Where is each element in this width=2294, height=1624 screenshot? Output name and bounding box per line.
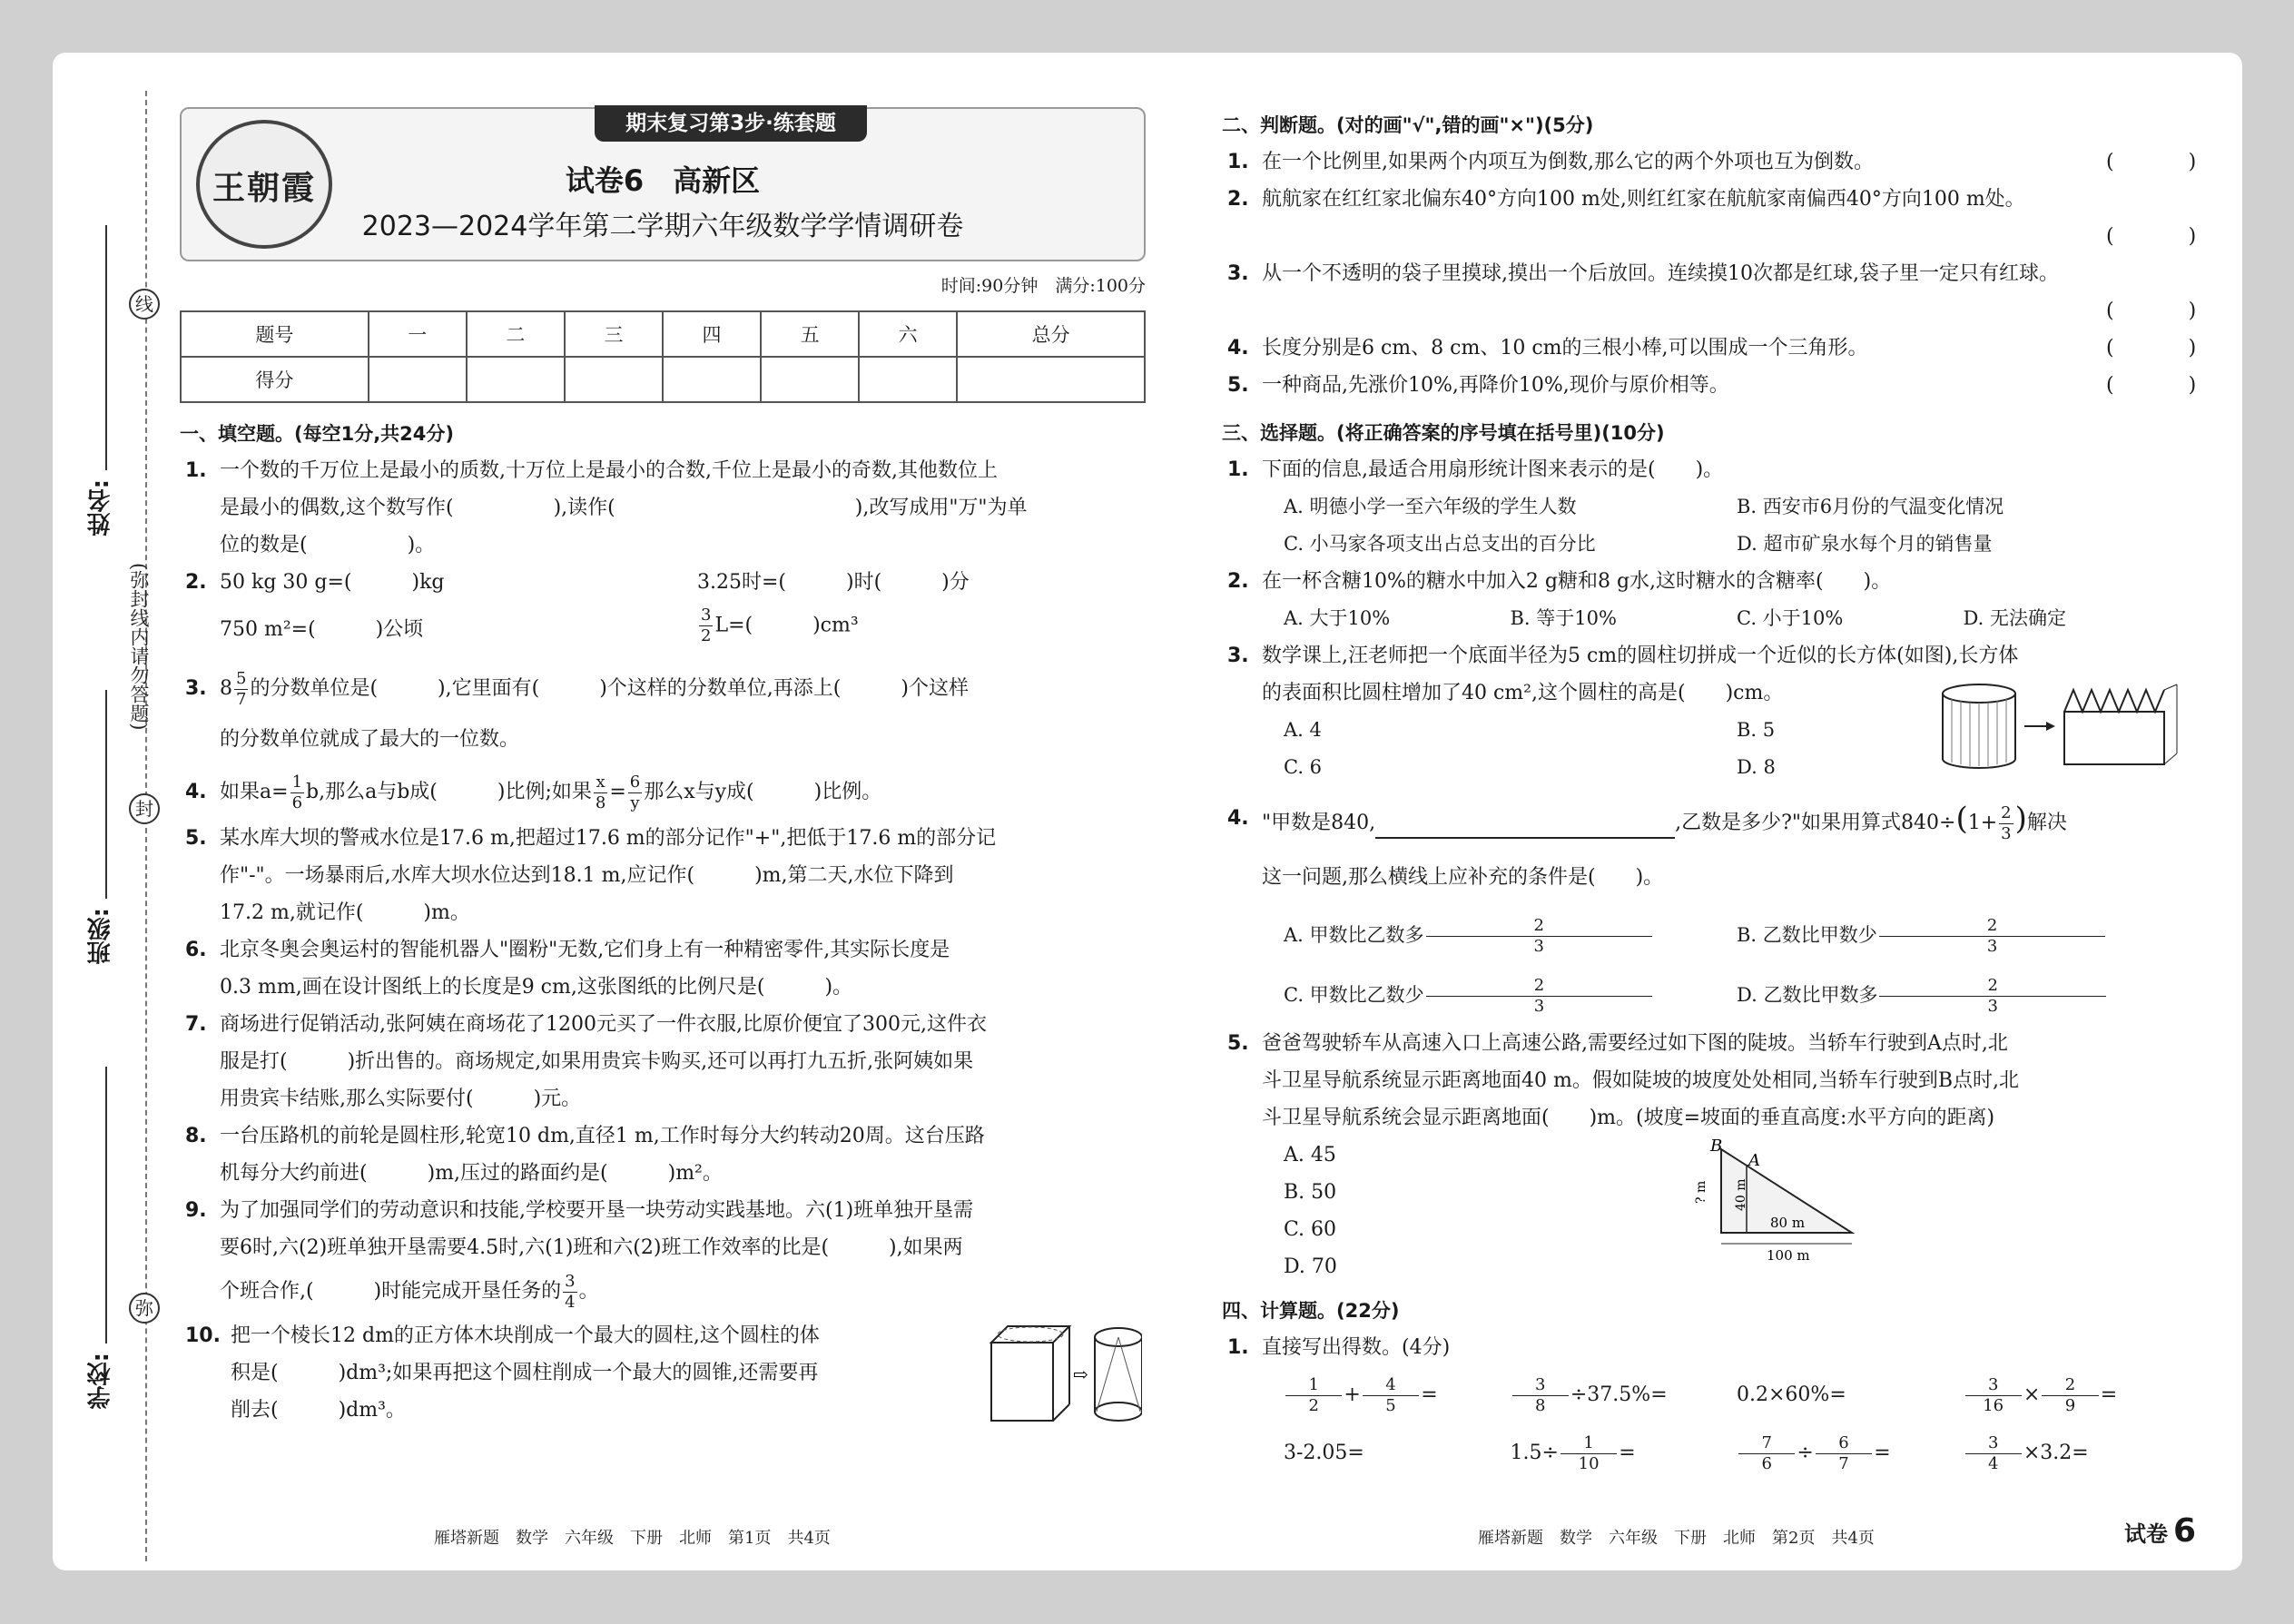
fraction: $\frac{x}{8}$ [595, 772, 606, 812]
name-label: 姓名: [87, 479, 114, 536]
q-text: 的分数单位是( ),它里面有( )个这样的分数单位,再添上( )个这样 [250, 677, 969, 700]
option[interactable]: D. 乙数比甲数多 $\frac{2}{3}$ [1737, 965, 2190, 1025]
choice-q4: 4. "甲数是840, ,乙数是多少?"如果用算式840÷(1+ $\frac{2}{3}$ )解决 这一问题,那么横线上应补充的条件是( )。 [1222, 792, 2190, 905]
option[interactable]: B. 乙数比甲数少 $\frac{2}{3}$ [1737, 905, 2190, 965]
option[interactable]: C. 小马家各项支出占总支出的百分比 [1284, 533, 1596, 555]
q-text: 的表面积比圆柱增加了40 cm²,这个圆柱的高是( )cm。 [1262, 682, 1784, 704]
fill-q5 [180, 820, 1146, 931]
fraction: $\frac{2}{3}$ [1879, 916, 2106, 957]
q-text: 乙数是多少?"如果用算式840÷ [1681, 812, 1956, 834]
judge-q4 [1222, 330, 2224, 367]
distance-total-label: 100 m [1767, 1247, 1810, 1264]
q-text: 0.3 mm,画在设计图纸上的长度是9 cm,这张图纸的比例尺是( )。 [220, 976, 853, 999]
q-text: 解决 [2026, 812, 2067, 834]
score-table [180, 310, 1146, 403]
q-text: 直接写出得数。(4分) [1262, 1336, 1451, 1359]
answer-paren[interactable]: ( ) [2106, 374, 2224, 397]
answer-paren[interactable]: ( ) [2106, 300, 2224, 322]
score-cell: 四 [663, 311, 761, 357]
q-text: 北京冬奥会奥运村的智能机器人"圈粉"无数,它们身上有一种精密零件,其实际长度是 [220, 939, 950, 961]
q-text: 积是( )dm³;如果再把这个圆柱削成一个最大的圆锥,还需要再 [231, 1362, 819, 1384]
exam-title: 试卷6 高新区 [565, 163, 761, 198]
fraction: $\frac{6}{y}$ [629, 772, 641, 812]
score-header-row [181, 311, 1145, 357]
fraction: $\frac{2}{3}$ [1426, 976, 1653, 1017]
q-number: 1. [185, 459, 207, 482]
calc-item[interactable]: $\frac{3}{16}$ × $\frac{2}{9}$ = [1964, 1366, 2191, 1424]
q-text: 一个数的千万位上是最小的质数,十万位上是最小的合数,千位上是最小的奇数,其他数位上 [220, 459, 998, 482]
q-text: "甲数是840, [1262, 812, 1376, 834]
calc-item[interactable]: 3-2.05= [1284, 1442, 1364, 1464]
q-text: b,那么a与b成( )比例;如果 [306, 781, 592, 803]
exam-header [180, 107, 1146, 261]
q-text: 从一个不透明的袋子里摸球,摸出一个后放回。连续摸10次都是红球,袋子里一定只有红球。 [1262, 262, 2059, 285]
option[interactable]: B. 50 [1284, 1181, 1337, 1204]
q-text: 位的数是( )。 [220, 534, 436, 556]
score-input[interactable] [859, 357, 957, 402]
fill-q3 [180, 664, 1146, 765]
q-number: 2. [1227, 188, 1249, 211]
q-number: 5. [1227, 1032, 1249, 1055]
calc-item[interactable]: $\frac{3}{8}$ ÷37.5%= [1511, 1366, 1738, 1424]
q-text: 在一杯含糖10%的糖水中加入2 g糖和8 g水,这时糖水的含糖率( )。 [1262, 570, 1892, 593]
option[interactable]: C. 小于10% [1737, 607, 1844, 629]
score-cell: 一 [369, 311, 467, 357]
q-text: 个班合作,( )时能完成开垦任务的 [220, 1280, 562, 1303]
fraction: $\frac{2}{3}$ [1426, 916, 1653, 957]
left-page [180, 107, 1146, 1429]
q-text: 斗卫星导航系统显示距离地面40 m。假如陡坡的坡度处处相同,当轿车行驶到B点时,北 [1262, 1069, 2020, 1092]
q-number: 6. [185, 939, 207, 961]
calc-item[interactable]: $\frac{3}{4}$ ×3.2= [1964, 1424, 2191, 1482]
option[interactable]: A. 45 [1284, 1144, 1336, 1166]
cube-cylinder-figure [988, 1321, 1142, 1430]
q-number: 3. [185, 677, 207, 700]
choice-q4-options [1222, 905, 2190, 1025]
score-cell: 六 [859, 311, 957, 357]
paper-tag: 试卷 6 [2124, 1512, 2197, 1550]
judge-q3 [1222, 255, 2224, 330]
calc-item[interactable]: 1.5÷ $\frac{1}{10}$ = [1510, 1432, 1636, 1473]
choice-q1 [1222, 451, 2190, 488]
q-number: 5. [1227, 374, 1249, 397]
school-blank [105, 1067, 107, 1343]
fill-q7 [180, 1006, 1146, 1117]
q-number: 8. [185, 1125, 207, 1147]
point-b-label: B [1710, 1138, 1723, 1156]
fill-q4 [180, 765, 1146, 820]
fraction: $\frac{3}{4}$ [565, 1271, 576, 1312]
score-input[interactable] [369, 357, 467, 402]
score-input[interactable] [663, 357, 761, 402]
seal-char-xian: 线 [129, 289, 160, 320]
score-value-row [181, 357, 1145, 402]
q-text: 作"-"。一场暴雨后,水库大坝水位达到18.1 m,应记作( )m,第二天,水位下降到 [220, 864, 954, 887]
fraction: $\frac{2}{3}$ [2001, 802, 2012, 843]
fill-q1 [180, 452, 1146, 564]
option[interactable]: D. 8 [1737, 756, 1776, 778]
option[interactable]: C. 6 [1284, 756, 1323, 778]
fill-q2 [180, 564, 1146, 664]
q-text: 长度分别是6 cm、8 cm、10 cm的三根小棒,可以围成一个三角形。 [1262, 337, 1868, 359]
q-number: 4. [185, 781, 207, 803]
seal-char-feng: 封 [129, 793, 160, 824]
choice-q2 [1222, 563, 2190, 600]
q-number: 7. [185, 1013, 207, 1036]
score-cell: 五 [761, 311, 859, 357]
q-number: 4. [1227, 807, 1249, 830]
q-number: 1. [1227, 151, 1249, 173]
calc-row-2 [1222, 1424, 2190, 1482]
option[interactable]: D. 无法确定 [1963, 607, 2066, 629]
height-b-label: ? m [1694, 1180, 1708, 1204]
q-text: 一种商品,先涨价10%,再降价10%,现价与原价相等。 [1262, 374, 1729, 397]
q-text: 3.25时=( )时( )分 [697, 571, 970, 594]
q-text: 削去( )dm³。 [231, 1399, 406, 1422]
q-text: 把一个棱长12 dm的正方体木块削成一个最大的圆柱,这个圆柱的体 [231, 1324, 820, 1347]
option[interactable]: A. 甲数比乙数多 $\frac{2}{3}$ [1284, 905, 1737, 965]
q-text: 用贵宾卡结账,那么实际要付( )元。 [220, 1088, 582, 1110]
q-text: 机每分大约前进( )m,压过的路面约是( )m²。 [220, 1162, 723, 1185]
q-text: 商场进行促销活动,张阿姨在商场花了1200元买了一件衣服,比原价便宜了300元,这件衣 [220, 1013, 987, 1036]
score-input[interactable] [565, 357, 663, 402]
option[interactable]: B. 等于10% [1510, 607, 1617, 629]
brand-logo: 王朝霞 [196, 120, 332, 249]
score-input[interactable] [761, 357, 859, 402]
q-text: 航航家在红红家北偏东40°方向100 m处,则红红家在航航家南偏西40°方向100 m处。 [1262, 188, 2025, 211]
slope-figure [1689, 1138, 1870, 1265]
calc-item[interactable]: 0.2×60%= [1737, 1383, 1846, 1406]
q-text: 服是打( )折出售的。商场规定,如果用贵宾卡购买,还可以再打九五折,张阿姨如果 [220, 1050, 974, 1073]
fraction: $\frac{3}{2}$ [701, 605, 712, 645]
q-number: 2. [185, 571, 207, 594]
score-input[interactable] [957, 357, 1145, 402]
step-ribbon: 期末复习第3步·练套题 [595, 105, 867, 142]
section-4-title: 四、计算题。(22分) [1222, 1300, 1400, 1322]
score-cell: 二 [467, 311, 565, 357]
q-number: 10. [185, 1324, 221, 1347]
q-text: 为了加强同学们的劳动意识和技能,学校要开垦一块劳动实践基地。六(1)班单独开垦需 [220, 1199, 974, 1222]
option[interactable]: D. 超市矿泉水每个月的销售量 [1737, 533, 1993, 555]
school-label: 学校: [87, 1353, 114, 1410]
fill-q6 [180, 931, 1146, 1006]
fill-blank[interactable] [1375, 808, 1675, 839]
option[interactable]: A. 4 [1284, 719, 1322, 741]
q-text: 要6时,六(2)班单独开垦需要4.5时,六(1)班和六(2)班工作效率的比是( ),如果两 [220, 1236, 963, 1259]
q-text: 是最小的偶数,这个数写作( ),读作( ),改写成用"万"为单 [220, 497, 1028, 519]
fraction: $\frac{1}{6}$ [291, 772, 303, 812]
option[interactable]: D. 70 [1284, 1255, 1337, 1278]
judge-q5 [1222, 367, 2224, 404]
q-number: 3. [1227, 645, 1249, 667]
answer-paren[interactable]: ( ) [2106, 225, 2224, 248]
distance-a-label: 80 m [1770, 1215, 1806, 1231]
q-number: 5. [185, 827, 207, 850]
q-text: 爸爸驾驶轿车从高速入口上高速公路,需要经过如下图的陡坡。当轿车行驶到A点时,北 [1262, 1032, 2008, 1055]
exam-subtitle: 2023—2024学年第二学期六年级数学学情调研卷 [361, 211, 964, 242]
section-1-title: 一、填空题。(每空1分,共24分) [180, 423, 455, 445]
choice-q3 [1222, 637, 2190, 712]
q-text: L=( )cm³ [714, 614, 859, 637]
section-3-title: 三、选择题。(将正确答案的序号填在括号里)(10分) [1222, 422, 1665, 444]
q-text: 下面的信息,最适合用扇形统计图来表示的是( )。 [1262, 458, 1724, 481]
choice-q5 [1222, 1025, 2190, 1285]
q-text: 那么x与y成( )比例。 [644, 781, 882, 803]
q-number: 9. [185, 1199, 207, 1222]
calc-row-1 [1222, 1366, 2190, 1424]
fill-q9: 9. 为了加强同学们的劳动意识和技能,学校要开垦一块劳动实践基地。六(1)班单独开垦需 要6时,六(2)班单独开垦需要4.5时,六(1)班和六(2)班工作效率的比是( ),如果两 个班合作,( )时能完成开垦任务的 $\frac{3}{4}$ 。 [180, 1192, 1146, 1317]
choice-q1-options [1222, 488, 2190, 563]
footer-left: 雁塔新题 数学 六年级 下册 北师 第1页 共4页 [434, 1529, 831, 1548]
right-page [1222, 107, 2224, 1482]
judge-q1 [1222, 143, 2224, 181]
score-cell: 题号 [181, 311, 369, 357]
q-text: 50 kg 30 g=( )kg [220, 571, 445, 594]
name-blank [105, 225, 107, 470]
q-text: 一台压路机的前轮是圆柱形,轮宽10 dm,直径1 m,工作时每分大约转动20周。这台压路 [220, 1125, 985, 1147]
q-text: 如果a= [220, 781, 289, 803]
option[interactable]: C. 60 [1284, 1218, 1337, 1241]
option[interactable]: C. 甲数比乙数少 $\frac{2}{3}$ [1284, 965, 1737, 1025]
section-2-title: 二、判断题。(对的画"√",错的画"×")(5分) [1222, 114, 1594, 136]
q-text: 斗卫星导航系统会显示距离地面( )m。(坡度=坡面的垂直高度:水平方向的距离) [1262, 1107, 1995, 1129]
seal-char-mi: 弥 [129, 1293, 160, 1324]
calc-q1 [1222, 1329, 2190, 1366]
q-text: 8 [220, 677, 232, 700]
q-number: 2. [1227, 570, 1249, 593]
option[interactable]: A. 大于10% [1284, 607, 1391, 629]
seal-note: (弥封线内请勿答题) [128, 563, 150, 731]
q-text: = [609, 781, 626, 803]
calc-item[interactable]: $\frac{1}{2}$ + $\frac{4}{5}$ = [1284, 1366, 1511, 1424]
fill-q10 [180, 1317, 1146, 1429]
q-text: 某水库大坝的警戒水位是17.6 m,把超过17.6 m的部分记作"+",把低于17.6 m的部分记 [220, 827, 997, 850]
score-input[interactable] [467, 357, 565, 402]
score-cell: 得分 [181, 357, 369, 402]
time-and-score: 时间:90分钟 满分:100分 [940, 276, 1146, 296]
fraction: $\frac{2}{3}$ [1879, 976, 2106, 1017]
score-cell: 总分 [957, 311, 1145, 357]
q-text: 数学课上,汪老师把一个底面半径为5 cm的圆柱切拼成一个近似的长方体(如图),长方体 [1262, 645, 2019, 667]
q-text: 这一问题,那么横线上应补充的条件是( )。 [1262, 866, 1664, 889]
answer-paren[interactable]: ( ) [2106, 151, 2224, 173]
option[interactable]: B. 5 [1737, 719, 1776, 741]
class-label: 班级: [87, 908, 114, 965]
fraction: $\frac{5}{7}$ [236, 668, 247, 709]
footer-right: 雁塔新题 数学 六年级 下册 北师 第2页 共4页 [1478, 1529, 1875, 1548]
q-text: 在一个比例里,如果两个内项互为倒数,那么它的两个外项也互为倒数。 [1262, 151, 1874, 173]
point-a-label: A [1748, 1151, 1760, 1170]
answer-paren[interactable]: ( ) [2106, 337, 2224, 359]
q-number: 3. [1227, 262, 1249, 285]
fill-q8 [180, 1117, 1146, 1192]
cylinder-to-cuboid-figure [1939, 681, 2184, 772]
q-number: 1. [1227, 1336, 1249, 1359]
calc-item[interactable]: $\frac{7}{6}$ ÷ $\frac{6}{7}$ = [1737, 1424, 1964, 1482]
q-text: 17.2 m,就记作( )m。 [220, 901, 470, 924]
height-a-label: 40 m [1734, 1178, 1748, 1211]
option[interactable]: B. 西安市6月份的气温变化情况 [1737, 496, 2004, 517]
option[interactable]: A. 明德小学一至六年级的学生人数 [1284, 496, 1577, 517]
svg-text:⇨: ⇨ [1073, 1363, 1088, 1385]
q-number: 1. [1227, 458, 1249, 481]
q-number: 4. [1227, 337, 1249, 359]
q-text: 750 m²=( )公顷 [220, 618, 424, 641]
choice-q2-options [1222, 600, 2190, 637]
score-cell: 三 [565, 311, 663, 357]
q-text: 的分数单位就成了最大的一位数。 [220, 728, 520, 751]
class-blank [105, 690, 107, 899]
judge-q2 [1222, 181, 2224, 255]
